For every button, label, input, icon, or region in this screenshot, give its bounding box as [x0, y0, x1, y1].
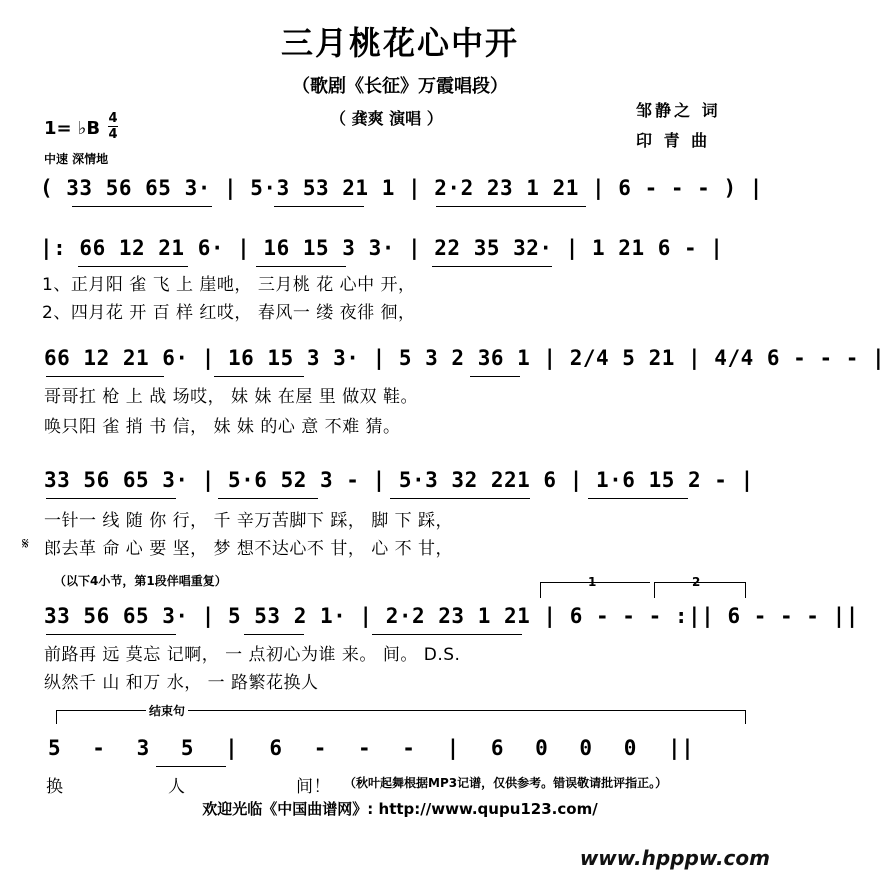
beam-line — [46, 634, 176, 635]
beam-line — [588, 498, 688, 499]
lyric-line-4-verse-2: 郎去革 命 心 要 坚， 梦 想不达心不 甘， 心 不 甘， — [44, 539, 454, 559]
beam-line — [156, 766, 226, 767]
beam-line — [432, 266, 552, 267]
beam-line — [72, 206, 212, 207]
site-footer: 欢迎光临《中国曲谱网》: http://www.qupu123.com/ — [202, 800, 598, 818]
segno-icon: 𝄋 — [22, 534, 30, 553]
beam-line — [218, 498, 318, 499]
volta-2-bracket-right — [745, 582, 746, 598]
lyric-line-5-verse-1: 前路再 远 莫忘 记啊， 一 点初心为谁 来。 间。 D.S. — [44, 645, 461, 665]
beam-line — [470, 376, 520, 377]
lyric-line-6-c: 间！ — [296, 777, 331, 797]
lyric-line-2-verse-1: 1、正月阳 雀 飞 上 崖吔， 三月桃 花 心中 开， — [42, 275, 416, 295]
transcription-note: （秋叶起舞根据MP3记谱，仅供参考。错误敬请批评指正。） — [344, 776, 668, 790]
volta-1-bracket-left — [540, 582, 541, 598]
lyricist-credit: 邹静之 词 — [636, 101, 721, 120]
composer-credit: 印 青 曲 — [636, 131, 711, 150]
ending-label: 结束句 — [146, 702, 188, 719]
ending-bracket-right — [745, 710, 746, 724]
beam-line — [274, 206, 364, 207]
lyric-line-6-b: 人 — [168, 777, 186, 797]
time-signature — [108, 112, 118, 141]
volta-1-number: 1 — [588, 575, 597, 589]
score-line-5-notes: 33 56 65 3· | 5 53 2 1· | 2·2 23 1 21 | 6 - - - :|| 6 - - - || — [44, 604, 859, 628]
score-line-1: ( 33 56 65 3· | 5·3 53 21 1 | 2·2 23 1 21 | 6 - - - ) | — [40, 176, 763, 200]
lyric-line-6-a: 换 — [46, 777, 64, 797]
beam-line — [372, 634, 522, 635]
tempo-marking: 中速 深情地 — [44, 152, 109, 166]
score-line-2-notes: |: 66 12 21 6· | 16 15 3 3· | 22 35 32· | 1 21 6 - | — [40, 236, 724, 260]
song-title: 三月桃花心中开 — [280, 24, 519, 62]
singer-credit: （ 龚爽 演唱 ） — [330, 109, 443, 128]
score-line-6-notes: 5 - 3 5 | 6 - - - | 6 0 0 0 || — [48, 736, 695, 760]
beam-line — [214, 376, 304, 377]
beam-line — [244, 634, 304, 635]
lyric-line-4-verse-1: 一针一 线 随 你 行， 千 辛万苦脚下 踩， 脚 下 踩， — [44, 511, 454, 531]
volta-2-number: 2 — [692, 575, 701, 589]
repeat-instruction: （以下4小节，第1段伴唱重复） — [54, 574, 227, 588]
beam-line — [78, 266, 188, 267]
beam-line — [436, 206, 586, 207]
beam-line — [46, 376, 164, 377]
time-signature-top: 4 — [108, 111, 118, 126]
score-line-4-notes: 33 56 65 3· | 5·6 52 3 - | 5·3 32 221 6 | 1·6 15 2 - | — [44, 468, 754, 492]
beam-line — [256, 266, 346, 267]
ending-bracket-left — [56, 710, 57, 724]
volta-2-bracket-left — [654, 582, 655, 598]
beam-line — [46, 498, 176, 499]
lyric-line-2-verse-2: 2、四月花 开 百 样 红哎， 春风一 缕 夜徘 徊， — [42, 303, 416, 323]
time-signature-bottom: 4 — [108, 127, 118, 142]
song-subtitle: （歌剧《长征》万霞唱段） — [292, 76, 508, 97]
lyric-line-3-verse-1: 哥哥扛 枪 上 战 场哎， 妹 妹 在屋 里 做双 鞋。 — [44, 387, 419, 407]
lyric-line-3-verse-2: 唤只阳 雀 捎 书 信， 妹 妹 的心 意 不难 猜。 — [44, 417, 401, 437]
beam-line — [390, 498, 530, 499]
watermark: www.hpppw.com — [579, 846, 770, 870]
lyric-line-5-verse-2: 纵然千 山 和万 水， 一 路繁花换人 — [44, 673, 319, 693]
score-line-3-notes: 66 12 21 6· | 16 15 3 3· | 5 3 2 36 1 | 2/4 5 21 | 4/4 6 - - - | — [44, 346, 885, 370]
key-signature: 1= ♭B — [44, 118, 101, 139]
